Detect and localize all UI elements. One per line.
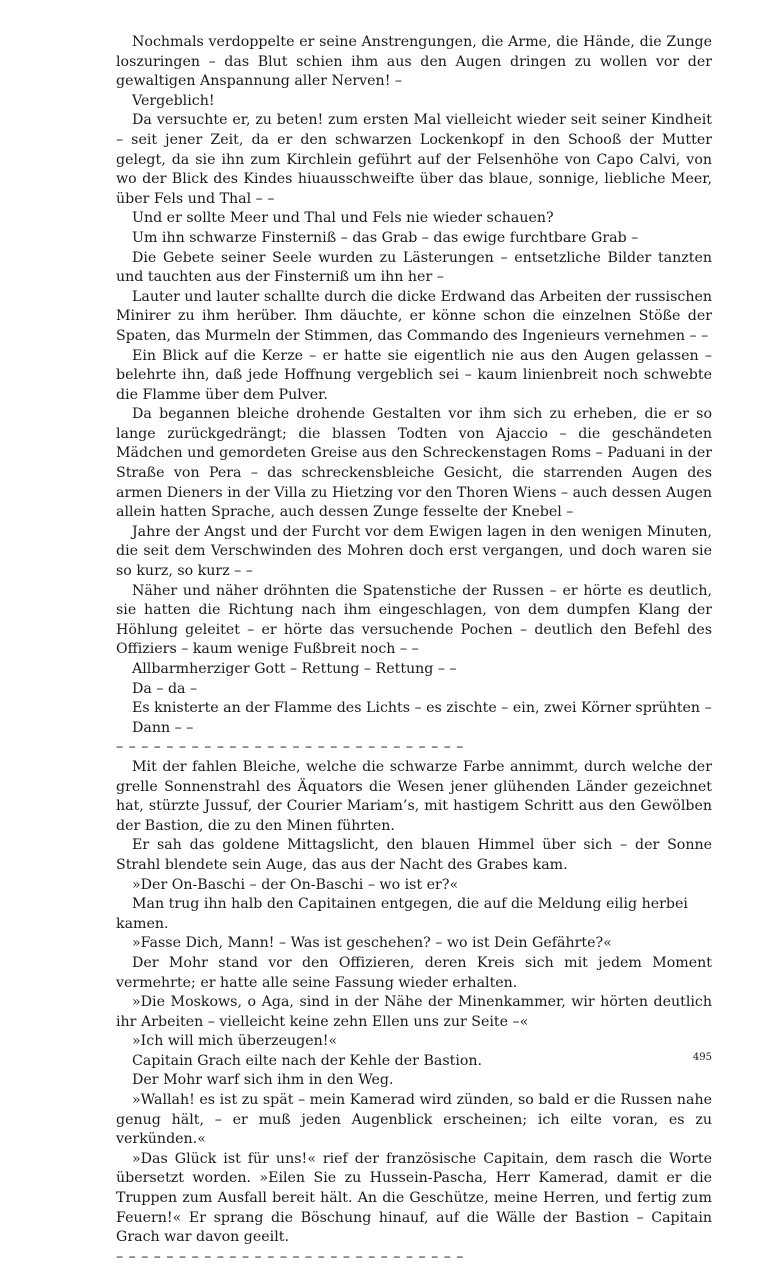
paragraph: Nochmals verdoppelte er seine Anstrengungen, die Arme, die Hände, die Zunge loszuringen – das Blut schien ihm aus den Augen dringen zu wollen vor der gewaltigen Anspannung aller Nerven! – (116, 34, 712, 90)
paragraph: »Der On-Baschi – der On-Baschi – wo ist er?« (132, 876, 459, 893)
paragraph: Allbarmherziger Gott – Rettung – Rettung – – (132, 661, 457, 677)
paragraph: Da versuchte er, zu beten! zum ersten Mal vielleicht wieder seit seiner Kindheit – seit jener Zeit, da er den schwarzen Lockenkopf in den Schooß der Mutter gelegt, da sie ihn zum Kirchlein geführt auf der Felsenhöhe von Capo Calvi, von wo der Blick des Kindes hiuausschweifte über das blaue, sonnige, liebliche Meer, über Fels und Thal – – (116, 112, 712, 207)
paragraph: Der Mohr warf sich ihm in den Weg. (132, 1072, 394, 1089)
paragraph: Man trug ihn halb den Capitainen entgegen, die auf die Meldung eilig herbei kamen. (116, 896, 688, 932)
section-divider: – – – – – – – – – – – – – – – – – – – – – – – – – – – – (116, 739, 464, 756)
paragraph: Um ihn schwarze Finsterniß – das Grab – das ewige furchtbare Grab – (132, 229, 639, 246)
section-divider: – – – – – – – – – – – – – – – – – – – – – – – – – – – – (116, 1248, 464, 1265)
paragraph: Der Mohr stand vor den Offizieren, deren Kreis sich mit jedem Moment vermehrte; er hatte alle seine Fassung wieder erhalten. (116, 954, 712, 991)
paragraph: Dann – – (132, 719, 194, 736)
paragraph: Da begannen bleiche drohende Gestalten vor ihm sich zu erheben, die er so lange zurückgedrängt; die blassen Todten von Ajaccio – die geschändeten Mädchen und gemordeten Greise aus den Schreckenstagen Roms – Paduani in der Straße von Pera – das schreckensbleiche Gesicht, die starrenden Augen des armen Dieners in der Villa zu Hietzing vor den Thoren Wiens – auch dessen Augen allein hatten Sprache, auch dessen Zunge fesselte der Knebel – (116, 406, 712, 521)
paragraph: Lauter und lauter schallte durch die dicke Erdwand das Arbeiten der russischen Minirer zu ihm herüber. Ihm däuchte, er könne schon die einzelnen Stöße der Spaten, das Murmeln der Stimmen, das Commando des Ingenieurs vernehmen – – (116, 288, 712, 344)
paragraph: Da – da – (132, 680, 198, 697)
paragraph: Die Gebete seiner Seele wurden zu Lästerungen – entsetzliche Bilder tanzten und tauchten aus der Finsterniß um ihn her – (116, 249, 712, 286)
page-number: 495 (692, 1052, 712, 1063)
paragraph: »Wallah! es ist zu spät – mein Kamerad wird zünden, so bald er die Russen nahe genug hält, – er muß jeden Augenblick erscheinen; ich eilte voran, es zu verkünden.« (116, 1092, 712, 1148)
paragraph: Capitain Grach eilte nach der Kehle der Bastion. (132, 1052, 483, 1069)
paragraph: Er sah das goldene Mittagslicht, den blauen Himmel über sich – der Sonne Strahl blendete sein Auge, das aus der Nacht des Grabes kam. (116, 837, 712, 873)
paragraph: »Das Glück ist für uns!« rief der französische Capitain, dem rasch die Worte übersetzt worden. »Eilen Sie zu Hussein-Pascha, Herr Kamerad, damit er die Truppen zum Ausfall bereit hält. An die Geschütze, meine Herren, und fertig zum Feuern!« Er sprang die Böschung hinauf, auf die Wälle der Bastion – Capitain Grach war davon geeilt. (116, 1150, 712, 1246)
page-body (116, 33, 712, 1267)
paragraph: Vergeblich! (132, 92, 215, 109)
paragraph: Und er sollte Meer und Thal und Fels nie wieder schauen? (132, 210, 554, 227)
paragraph: Näher und näher dröhnten die Spatenstiche der Russen – er hörte es deutlich, sie hatten die Richtung nach ihm eingeschlagen, von dem dumpfen Klang der Höhlung geleitet – er hörte das versuchende Pochen – deutlich den Befehl des Offiziers – kaum wenige Fußbreit noch – – (116, 582, 712, 658)
paragraph: Mit der fahlen Bleiche, welche die schwarze Farbe annimmt, durch welche der grelle Sonnenstrahl des Äquators die Wesen jener glühenden Länder gezeichnet hat, stürzte Jussuf, der Courier Mariam’s, mit hastigem Schritt aus den Gewölben der Bastion, die zu den Minen führten. (116, 758, 712, 834)
paragraph: Ein Blick auf die Kerze – er hatte sie eigentlich nie aus den Augen gelassen – belehrte ihn, daß jede Hoffnung vergeblich sei – kaum linienbreit noch schwebte die Flamme über dem Pulver. (116, 347, 712, 403)
paragraph: Jahre der Angst und der Furcht vor dem Ewigen lagen in den wenigen Minuten, die seit dem Verschwinden des Mohren doch erst vergangen, und doch waren sie so kurz, so kurz – – (116, 523, 712, 580)
paragraph: Es knisterte an der Flamme des Lichts – es zischte – ein, zwei Körner sprühten – (132, 700, 712, 717)
paragraph: »Ich will mich überzeugen!« (132, 1033, 338, 1050)
paragraph: »Die Moskows, o Aga, sind in der Nähe der Minenkammer, wir hörten deutlich ihr Arbeiten – vielleicht keine zehn Ellen uns zur Seite –« (116, 994, 712, 1030)
paragraph: »Fasse Dich, Mann! – Was ist geschehen? – wo ist Dein Gefährte?« (132, 935, 612, 952)
